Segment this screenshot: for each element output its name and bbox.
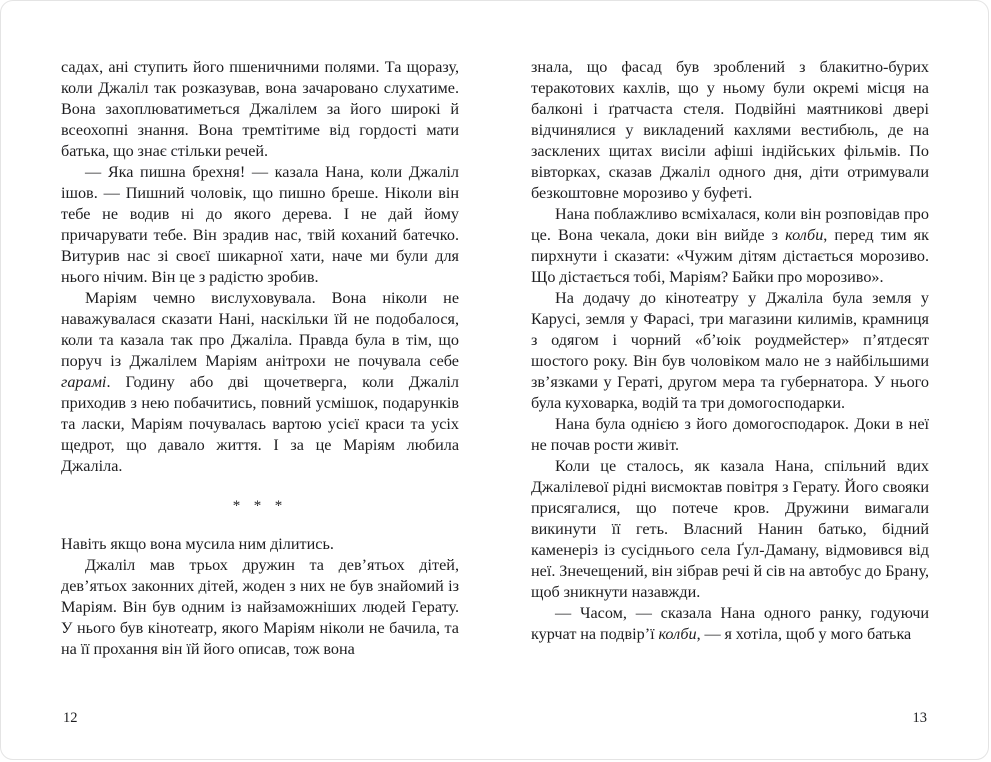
paragraph [531, 414, 929, 456]
text-segment: — Часом, — сказала Нана одного ранку, годуючи курчат на подвір’ї [531, 604, 929, 643]
text-segment: , перед тим як пирхнути і сказати: «Чужим дітям дістається морозиво. Що дістається тобі, Маріям? Байки про морозиво». [531, 226, 929, 286]
right-page-number: 13 [912, 710, 927, 726]
text-segment: садах, ані ступить його пшеничними полями. Та щоразу, коли Джаліл так розказував, вона зачаровано слухатиме. Вона захоплюватиметься Джалілем за його широкі й всеохопні знання. Вона тремтітиме від гордості мати батька, що знає стільки речей. [61, 58, 459, 160]
left-page [61, 57, 459, 759]
paragraph [61, 534, 459, 555]
section-separator: * * * [232, 498, 288, 514]
italic-text-segment: колби [658, 625, 697, 643]
paragraph [531, 603, 929, 645]
left-page-text [61, 57, 459, 660]
text-segment: Джаліл мав трьох дружин та дев’ятьох дітей, дев’ятьох законних дітей, жоден з них не був знайомий із Маріям. Він був одним із найзаможніших людей Герату. У нього був кінотеатр, якого Маріям ніколи не бачила, та на її прохання він їй його описав, тож вона [61, 556, 459, 658]
right-page [531, 57, 929, 759]
text-segment: Маріям чемно вислуховувала. Вона ніколи не наважувалася сказати Нані, наскільки їй не подобалося, коли та казала так про Джаліла. Правда була в тім, що поруч із Джалілем Маріям анітрохи не почувала себе [61, 289, 459, 370]
left-page-number: 12 [63, 710, 78, 726]
text-segment: Нана була однією з його домогосподарок. Доки в неї не почав рости живіт. [531, 415, 929, 454]
text-segment: Нана поблажливо всміхалася, коли він розповідав про це. Вона чекала, доки він вийде з [531, 205, 929, 244]
paragraph [61, 57, 459, 162]
text-segment: Коли це сталось, як казала Нана, спільний вдих Джалілевої рідні висмоктав повітря з Герату. Його свояки присягалися, що потече кров. Дружини вимагали викинути її геть. Власний Нанин батько, бідний каменеріз із сусіднього села Ґул-Даману, відмовився від неї. Знечещений, він зібрав речі й сів на автобус до Брану, щоб зникнути назавжди. [531, 457, 929, 601]
text-segment: знала, що фасад був зроблений з блакитно-бурих теракотових кахлів, що у ньому були окремі місця на балконі і ґратчаста стеля. Подвійні маятникові двері відчинялися у викладений кахлями вестибюль, де на засклених щитах висіли афіші індійських фільмів. По вівторках, сказав Джаліл одного дня, діти отримували безкоштовне морозиво у буфеті. [531, 58, 929, 202]
paragraph [61, 288, 459, 477]
paragraph [531, 288, 929, 414]
italic-text-segment: колби [785, 226, 824, 244]
right-page-text [531, 57, 929, 645]
italic-text-segment: гарамі [61, 373, 107, 391]
book-spread [1, 1, 988, 759]
paragraph [531, 204, 929, 288]
paragraph [61, 555, 459, 660]
text-segment: . Годину або дві щочетверга, коли Джаліл приходив з нею побачитись, повний усмішок, подарунків та ласки, Маріям почувалась вартою усієї краси та усіх щедрот, що давало життя. І за це Маріям любила Джаліла. [61, 373, 459, 475]
paragraph [61, 162, 459, 288]
text-segment: — Яка пишна брехня! — казала Нана, коли Джаліл ішов. — Пишний чоловік, що пишно бреше. Ніколи він тебе не водив ні до якого дерева. І не дай йому причарувати тебе. Він зрадив нас, твій коханий батечко. Витурив нас зі своєї шикарної хати, наче ми були для нього нічим. Він це з радістю зробив. [61, 163, 459, 286]
paragraph [531, 456, 929, 603]
text-segment: , — я хотіла, щоб у мого батька [696, 625, 912, 643]
paragraph [531, 57, 929, 204]
text-segment: Навіть якщо вона мусила ним ділитись. [61, 535, 334, 553]
text-segment: На додачу до кінотеатру у Джаліла була земля у Карусі, земля у Фарасі, три магазини килимів, крамниця з одягом і чорний «б’юік роудмейстер» п’ятдесят шостого року. Він був чоловіком мало не з найбільшими зв’язками у Гераті, другом мера та губернатора. У нього була куховарка, водій та три домогосподарки. [531, 289, 929, 412]
